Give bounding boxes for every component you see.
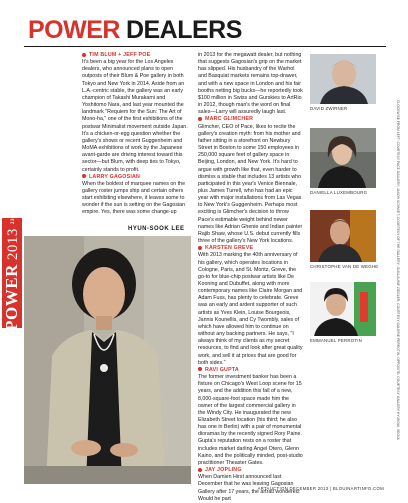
page-title-second: DEALERS <box>125 16 242 44</box>
section-name: POWER <box>2 264 22 331</box>
bullet-icon <box>82 53 86 57</box>
dealer-photo <box>310 282 376 336</box>
dealer-name: KARSTEN GREVE <box>198 245 304 252</box>
bullet-icon <box>198 468 202 472</box>
dealer-paragraph: With 2013 marking the 40th anniversary of his gallery, which operates locations in Cologne, Paris, and St. Moritz, Greve, the go-to for blue-chip postwar artists like De Kooning and Dubuffet, along with more contemporary names like Claire Morgan and Adam Fuss, has plenty to celebrate. Greve was an early and ardent supporter of such artists as Yves Klein, Louise Bourgeois, Jannis Kounellis, and Cy Twombly, sales of which have allowed him to continue on without any backing partners. He says, "I always think of my clients as my secret resources, to find and look after great quality work, and sell it at prices that are good for both sides." <box>198 252 303 366</box>
dealer-name: LARRY GAGOSIAN <box>82 174 190 181</box>
bullet-icon <box>82 174 86 178</box>
page-footer: ARTAUCTION DECEMBER 2013 | BLOUINARTINFO.COM <box>257 486 384 491</box>
dealer-photo-caption: CHRISTOPHE VAN DE WEGHE <box>310 264 379 269</box>
dealer-paragraph: in 2013 for the megawatt dealer, but nothing that suggests Gagosian's grip on the market has slipped. His husbandry of the Warhol and Basquiat markets remains top-drawer, and with a new space in London and his fair booths netting big bucks—he reportedly took $100 million in Swiss and Gurskies to ArtRio in 2012, though man's the word on final sales—Larry will assuredly laugh last. <box>198 52 303 116</box>
dealer-paragraph: It's been a big year for the Los Angeles dealers, who announced plans to open outposts of their Blum & Poe gallery in both Tokyo and New York in 2014. Aside from an L.A.-centric stable, the gallery was an early champion of Takashi Murakami and Yoshitomo Nara, and last year mounted the landmark "Requiem for the Sun: The Art of Mono-ha," one of the first exhibitions of the postwar Minimalist movement outside Japan. It's a chicken-or-egg question whether the gallery's shows or recent Guggenheim and MoMA exhibitions of work by the Japanese avant-garde are driving interest toward this sector—but Blum, with deep ties to Tokyo, certainly stands to profit. <box>82 59 188 173</box>
bullet-icon <box>198 367 202 371</box>
portrait-illustration <box>24 236 191 484</box>
portrait-photo <box>24 236 191 484</box>
dealer-photo-1-image <box>310 54 376 104</box>
section-year: 2013 <box>5 228 22 261</box>
photo-label: HYUN-SOOK LEE <box>128 226 185 232</box>
dealer-photo-3-image <box>310 210 376 262</box>
dealer-name: JAY JOPLING <box>198 467 304 474</box>
bullet-icon <box>198 117 202 121</box>
dealer-photo <box>310 54 376 104</box>
photo-credits-text: CLOCKWISE FROM LEFT: COURTESY PACE GALLERY; JASON SCHMIDT; COURTESY OF THE GALLERY; GUILLAUME ZIEGLER; COURTESY GALERIE PERROTIN. OPPOSITE: COURTESY GALLERY HYUNDAI, SEOUL <box>396 100 400 441</box>
dealer-photo-caption: DANIELLA LUXEMBOURG <box>310 190 368 195</box>
dealer-photo-4-image <box>310 282 376 336</box>
page-title <box>28 18 242 43</box>
page-title-first: POWER <box>28 16 120 44</box>
section-tab-text <box>2 215 22 331</box>
dealer-photo-caption: DAVID ZWIRNER <box>310 106 348 111</box>
dealer-photo <box>310 210 376 262</box>
dealer-paragraph: The former investment banker has been a fixture on Chicago's West Loop scene for 15 years, and the addition this fall of a new, 8,000-square-foot space made him the owner of the largest commercial gallery in the Windy City. He inaugurated the new Elizabeth Street location (his third; he also has one in Berlin) with a pair of monumental dioramas by the recently signed Rory Paine. Gupta's reputation rests on a roster that includes market darling Angel Otero, Glenn Kaino, and the politically minded, post-studio practitioner Theaster Gates. <box>198 374 303 466</box>
dealer-photo-caption: EMMANUEL PERROTIN <box>310 338 363 343</box>
dealer-photo <box>310 128 376 188</box>
dealer-photo-2-image <box>310 128 376 188</box>
article-column-1 <box>82 52 190 217</box>
dealer-name: RAVI GUPTA <box>198 367 304 374</box>
header-rule <box>24 46 386 47</box>
dealer-name: TIM BLUM + JEFF POE <box>82 52 190 59</box>
dealer-paragraph: When the boldest of marquee names on the gallery roster jumps ship and certain others start exhibiting elsewhere, it leaves some to wonder if the sun is setting on the Gagosian empire. Yes, there was some change-up <box>82 180 186 216</box>
article-column-2 <box>198 52 304 503</box>
page-number: 232 <box>10 215 16 225</box>
photo-credits <box>393 100 401 480</box>
dealer-paragraph: When Damien Hirst announced last December that he was leaving Gagosian Gallery after 17 years, the artrati wondered: Would he part <box>198 474 301 502</box>
bullet-icon <box>198 246 202 250</box>
dealer-name: MARC GLIMCHER <box>198 116 304 123</box>
dealer-paragraph: Glimcher, CEO of Pace, likes to recite the gallery's creation myth: from his mother and father sitting in a storefront on Newbury Street in Boston to some 150 employees in 250,000 square feet of gallery space in Beijing, London, and New York. It's hard to argue with growth like that, even harder to dismiss a stable that includes 13 artists who participated in this year's Venice Biennale, plus James Turrell, who has had an epic year with major installations from Las Vegas to New York's Guggenheim. Perhaps most exciting is Glimcher's decision to throw Pace's estimable weight behind newer names like Adrian Ghenie and Indian painter Rajib Shaw, whose U.S. debut currently fills three of the gallery's New York locations. <box>198 123 303 245</box>
